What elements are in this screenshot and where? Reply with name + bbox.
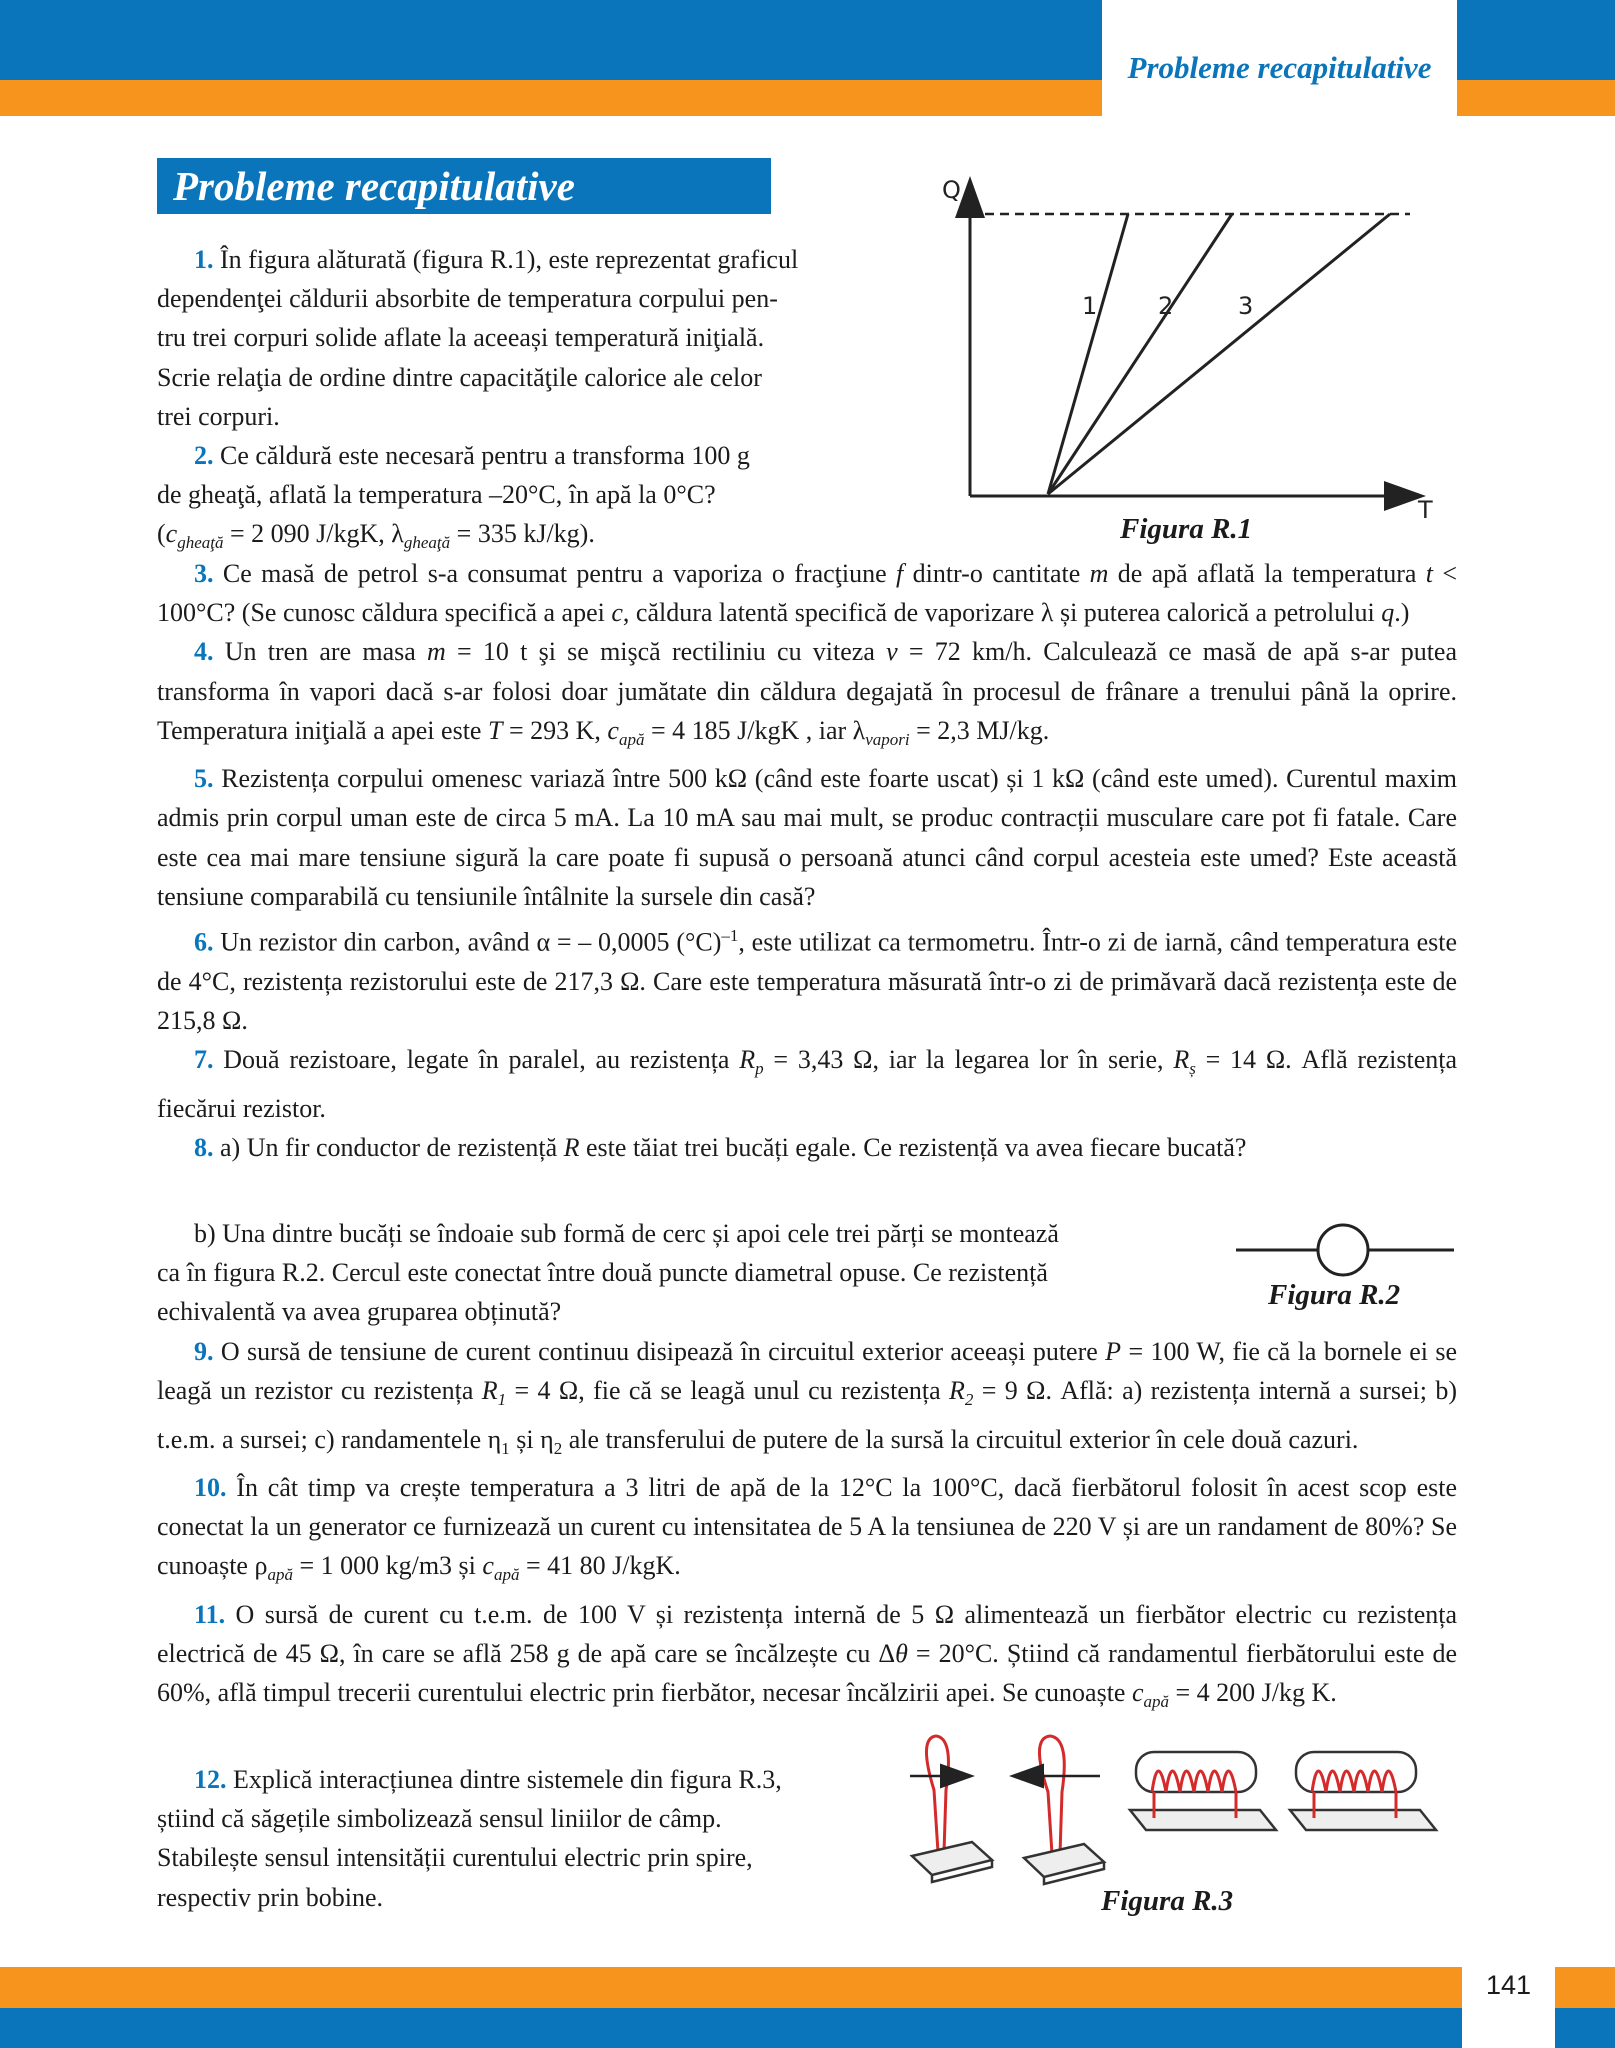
axis-y-label: Q: [942, 176, 961, 204]
figure-r2-circuit: [1230, 1220, 1460, 1280]
header-band-blue: [0, 0, 1102, 80]
graph-line-1: [1048, 214, 1128, 494]
header-band-blue-right: [1457, 0, 1615, 80]
problem-8a: 8. a) Un fir conductor de rezistență R este tăiat trei bucăți egale. Ce rezistență va avea fiecare bucată?: [194, 1132, 1247, 1162]
figure-r3-illustration: [900, 1730, 1460, 1890]
footer-band-blue: [0, 2008, 1462, 2048]
figure-r1-graph: [930, 168, 1450, 538]
problem-12: 12. Explică interacțiunea dintre sistemele din figura R.3, știind că săgețile simbolizează sensul liniilor de câmp. Stabilește sensul intensității curentului electric prin spire, respectiv prin bobine.: [157, 1765, 782, 1912]
section-title: Probleme recapitulative: [157, 158, 771, 214]
header-band-orange: [0, 80, 1102, 116]
problem-11: 11. O sursă de curent cu t.e.m. de 100 V și rezistența internă de 5 Ω alimentează un fierbător electric cu rezistența electrică de 45 Ω, în care se află 258 g de apă care se încălzește cu Δθ = 20°C. Știind că randamentul fierbătorului este de 60%, află timpul trecerii curentului electric prin fierbător, necesar încălzirii apei. Se cunoaște $c_{apă} = 4$ 200 J/kg K.: [157, 1599, 1458, 1712]
page-number: 141: [1485, 1970, 1532, 2000]
problems-9-to-11: [157, 1332, 1457, 1722]
problem-5: 5. Rezistența corpului omenesc variază între 500 kΩ (când este foarte uscat) și 1 kΩ (când este umed). Curentul maxim admis prin corpul uman este de circa 5 mA. La 10 mA sau mai mult, se produc contracții musculare care pot fi fatale. Care este cea mai mare tensiune sigură la care poate fi supusă o persoană atunci când corpul acesteia este umed? Este această tensiune comparabilă cu tensiunile întâlnite la sursele din casă?: [157, 764, 1458, 911]
problem-4: 4. Un tren are masa m = 10 t şi se mişcă rectiliniu cu viteza v = 72 km/h. Calculează ce masă de apă s-ar putea transforma în vapori dacă s-ar folosi doar jumătate din căldura degajată în procesul de frânare a trenului până la oprire. Temperatura iniţială a apei este T = 293 K, $c_{apă} = 4$ 185 J/kgK , iar $\lambda_{vapori} = 2,3$ MJ/kg.: [157, 637, 1458, 749]
problem-1: 1. În figura alăturată (figura R.1), este reprezentat graficul dependenţei căldurii absorbite de temperatura corpului pen- tru trei corpuri solide aflate la aceeași temperatură iniţială. Scrie relaţia de ordine dintre capacităţile calorice ale celor trei corpuri.: [157, 245, 799, 431]
figure-r3-caption: Figura R.3: [1101, 1885, 1234, 1917]
graph-line-2: [1048, 214, 1232, 494]
problem-6: 6. Un rezistor din carbon, având α = – 0,0005 $(^\circ C)^{-1}$, este utilizat ca termometru. Într-o zi de iarnă, când temperatura este de 4°C, rezistența rezistorului este de 217,3 Ω. Care este temperatura măsurată într-o zi de primăvară dacă rezistența este de 215,8 Ω.: [157, 926, 1458, 1036]
problem-7: 7. Două rezistoare, legate în paralel, au rezistența $R_p = 3,43$ Ω, iar la legarea lor în serie, $R_ș = 14$ Ω. Află rezistența fiecărui rezistor.: [157, 1045, 1458, 1123]
header-band-orange-right: [1457, 80, 1615, 116]
graph-line-3: [1048, 214, 1390, 494]
solenoid-2: [1290, 1752, 1436, 1830]
line-label-3: 3: [1238, 292, 1254, 320]
footer-band-blue-right: [1555, 2008, 1615, 2048]
problem-2: 2. Ce căldură este necesară pentru a transforma 100 g de gheaţă, aflată la temperatura –20°C, în apă la 0°C? ($c_{gheaţă} = 2$ 090 J/kgK, $\lambda_{gheaţă} = 335$ kJ/kg).: [157, 441, 750, 553]
footer-band-orange: [0, 1967, 1462, 2008]
solenoid-1: [1130, 1752, 1276, 1830]
problem-9: 9. O sursă de tensiune de curent continuu disipează în circuitul exterior aceeași putere P = 100 W, fie că la bornele ei se leagă un rezistor cu rezistența $R_1 = 4$ Ω, fie că se leagă unul cu rezistența $R_2 = 9$ Ω. Află: a) rezistența internă a sursei; b) t.e.m. a sursei; c) randamentele $\eta_1$ și $\eta_2$ ale transferului de putere de la sursă la circuitul exterior în cele două cazuri.: [157, 1337, 1457, 1458]
problem-8b: b) Una dintre bucăți se îndoaie sub formă de cerc și apoi cele trei părți se montează ca în figura R.2. Cercul este conectat între două puncte diametral opuse. Ce rezistență echivalentă va avea gruparea obținută?: [157, 1219, 1059, 1327]
running-head: Probleme recapitulative: [1127, 50, 1432, 85]
line-label-2: 2: [1158, 292, 1174, 320]
figure-r2-caption: Figura R.2: [1268, 1279, 1401, 1311]
coil-loop-2: [1014, 1736, 1104, 1884]
axis-x-label: T: [1418, 496, 1433, 524]
problem-10: 10. În cât timp va crește temperatura a 3 litri de apă de la 12°C la 100°C, dacă fierbătorul folosit în acest scop este conectat la un generator ce furnizează un curent cu intensitatea de 5 A la tensiunea de 220 V și are un randament de 80%? Se cunoaște $\rho_{apă} = 1$ 000 kg/m3 și $c_{apă} = 41$ 80 J/kgK.: [157, 1472, 1458, 1585]
coil-loop-1: [910, 1736, 992, 1882]
footer-band-orange-right: [1555, 1967, 1615, 2008]
problems-3-to-8a: [157, 554, 1457, 1167]
line-label-1: 1: [1082, 292, 1098, 320]
problem-3: 3. Ce masă de petrol s-a consumat pentru a vaporiza o fracţiune f dintr-o cantitate m de apă aflată la temperatura t < 100°C? (Se cunosc căldura specifică a apei c, căldura latentă specifică de vaporizare λ și puterea calorică a petrolului q.): [157, 559, 1457, 628]
figure-r1-caption: Figura R.1: [1120, 513, 1253, 545]
